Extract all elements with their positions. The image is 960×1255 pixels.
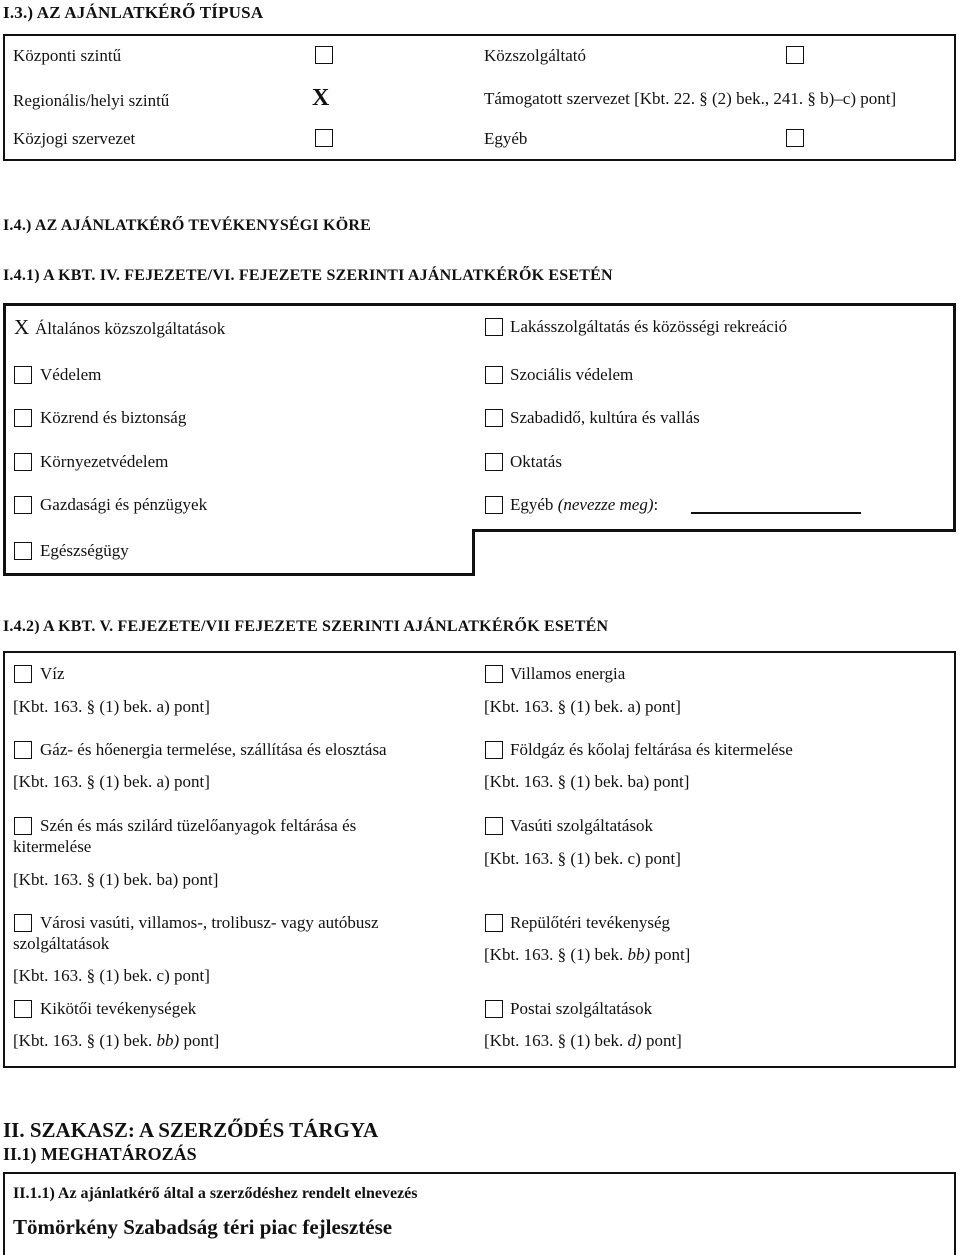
utility-ref-railway: [Kbt. 163. § (1) bek. c) pont]	[484, 849, 681, 868]
utility-label-airport: Repülőtéri tevékenység	[510, 913, 671, 932]
checkbox-oil-gas-exploration[interactable]	[485, 741, 503, 759]
checkbox-other-activity[interactable]	[485, 496, 503, 514]
utility-label-port: Kikötői tevékenységek	[40, 999, 197, 1018]
utility-label-oil-gas: Földgáz és kőolaj feltárása és kitermelése	[510, 740, 793, 759]
checkbox-housing[interactable]	[485, 318, 503, 336]
checkbox-other[interactable]	[786, 129, 804, 147]
option-label-public-law: Közjogi szervezet	[13, 129, 136, 148]
checkbox-health[interactable]	[14, 542, 32, 560]
activity-label-economic: Gazdasági és pénzügyek	[40, 495, 208, 514]
section-title-i42: I.4.2) A KBT. V. FEJEZETE/VII FEJEZETE SZERINTI AJÁNLATKÉRŐK ESETÉN	[3, 618, 609, 635]
utility-ref-water: [Kbt. 163. § (1) bek. a) pont]	[13, 697, 210, 716]
section-title-ii1: II.1) MEGHATÁROZÁS	[3, 1144, 197, 1164]
utility-label-urban-transport-cont: szolgáltatások	[13, 934, 110, 953]
checkbox-coal-fuels[interactable]	[14, 817, 32, 835]
utility-ref-airport	[484, 945, 690, 965]
utility-label-urban-transport: Városi vasúti, villamos-, trolibusz- vagy autóbusz	[40, 913, 379, 932]
section-title-i4: I.4.) AZ AJÁNLATKÉRŐ TEVÉKENYSÉGI KÖRE	[3, 217, 371, 234]
option-label-central: Központi szintű	[13, 46, 122, 65]
activity-box-left	[3, 303, 6, 576]
utility-label-gas-heat: Gáz- és hőenergia termelése, szállítása és elosztása	[40, 740, 387, 759]
other-activity-fill-line[interactable]	[691, 512, 861, 514]
checkbox-education[interactable]	[485, 453, 503, 471]
ref-port-pre: [Kbt. 163. § (1) bek.	[13, 1031, 157, 1050]
checkbox-airport[interactable]	[485, 914, 503, 932]
activity-label-environment: Környezetvédelem	[40, 452, 169, 471]
activity-label-recreation: Szabadidő, kultúra és vallás	[510, 408, 700, 427]
ref-port-italic: bb)	[156, 1031, 180, 1050]
activity-label-social: Szociális védelem	[510, 365, 634, 384]
checkbox-urban-transport[interactable]	[14, 914, 32, 932]
ref-postal-pre: [Kbt. 163. § (1) bek.	[484, 1031, 628, 1050]
option-label-regional: Regionális/helyi szintű	[13, 91, 170, 110]
utility-label-coal-fuels-cont: kitermelése	[13, 837, 92, 856]
checkbox-gas-heat[interactable]	[14, 741, 32, 759]
checkbox-postal[interactable]	[485, 1000, 503, 1018]
ref-airport-italic: bb)	[627, 945, 651, 964]
checkbox-environment[interactable]	[14, 453, 32, 471]
utility-ref-postal	[484, 1031, 682, 1051]
utility-ref-urban-transport: [Kbt. 163. § (1) bek. c) pont]	[13, 966, 210, 985]
option-label-other: Egyéb	[484, 129, 528, 148]
activity-box-top	[3, 303, 956, 306]
utility-ref-gas-heat: [Kbt. 163. § (1) bek. a) pont]	[13, 772, 210, 791]
activity-box-inner	[472, 529, 475, 576]
other-label-text: Egyéb	[510, 495, 554, 514]
activity-box-bottom-left	[3, 573, 475, 576]
activity-label-education: Oktatás	[510, 452, 562, 471]
option-label-public-service: Közszolgáltató	[484, 46, 586, 65]
contract-title-label: II.1.1) Az ajánlatkérő által a szerződéshez rendelt elnevezés	[13, 1185, 418, 1202]
utility-ref-electricity: [Kbt. 163. § (1) bek. a) pont]	[484, 697, 681, 716]
utility-label-postal: Postai szolgáltatások	[510, 999, 653, 1018]
checkbox-water[interactable]	[14, 665, 32, 683]
checkbox-electricity[interactable]	[485, 665, 503, 683]
checkbox-public-order[interactable]	[14, 409, 32, 427]
section-title-i3: I.3.) AZ AJÁNLATKÉRŐ TÍPUSA	[3, 3, 264, 22]
ref-airport-pre: [Kbt. 163. § (1) bek.	[484, 945, 628, 964]
activity-box-bottom-right	[474, 529, 956, 532]
utility-label-coal-fuels: Szén és más szilárd tüzelőanyagok feltárása és	[40, 816, 357, 835]
checkbox-central[interactable]	[315, 46, 333, 64]
ref-postal-italic: d)	[627, 1031, 642, 1050]
checkbox-general-public-services-x[interactable]: X	[14, 315, 30, 339]
checkbox-port[interactable]	[14, 1000, 32, 1018]
checkbox-public-service[interactable]	[786, 46, 804, 64]
utility-ref-port	[13, 1031, 219, 1051]
activity-label-general: Általános közszolgáltatások	[35, 319, 226, 338]
other-label-note: (nevezze meg)	[557, 495, 654, 514]
checkbox-railway[interactable]	[485, 817, 503, 835]
section-title-i41: I.4.1) A KBT. IV. FEJEZETE/VI. FEJEZETE SZERINTI AJÁNLATKÉRŐK ESETÉN	[3, 267, 613, 284]
activity-label-housing: Lakásszolgáltatás és közösségi rekreáció	[510, 317, 788, 336]
activity-box-right	[953, 303, 956, 532]
other-label-colon: :	[653, 495, 659, 514]
option-label-supported-org: Támogatott szervezet [Kbt. 22. § (2) bek., 241. § b)–c) pont]	[484, 89, 897, 108]
utility-label-electricity: Villamos energia	[510, 664, 626, 683]
contract-title-value[interactable]: Tömörkény Szabadság téri piac fejlesztése	[13, 1215, 393, 1239]
checkbox-social-protection[interactable]	[485, 366, 503, 384]
activity-label-public-order: Közrend és biztonság	[40, 408, 187, 427]
ref-airport-post: pont]	[650, 945, 691, 964]
checkbox-economic-financial[interactable]	[14, 496, 32, 514]
activity-label-defense: Védelem	[40, 365, 102, 384]
ref-postal-post: pont]	[641, 1031, 682, 1050]
checkbox-public-law[interactable]	[315, 129, 333, 147]
activity-label-health: Egészségügy	[40, 541, 129, 560]
checkbox-defense[interactable]	[14, 366, 32, 384]
checkbox-regional-checked-x[interactable]: X	[312, 85, 330, 111]
utility-ref-oil-gas: [Kbt. 163. § (1) bek. ba) pont]	[484, 772, 690, 791]
ref-port-post: pont]	[179, 1031, 220, 1050]
checkbox-recreation-culture[interactable]	[485, 409, 503, 427]
activity-label-other	[510, 495, 658, 515]
utility-label-railway: Vasúti szolgáltatások	[510, 816, 654, 835]
section-title-ii: II. SZAKASZ: A SZERZŐDÉS TÁRGYA	[3, 1118, 379, 1142]
utility-ref-coal-fuels: [Kbt. 163. § (1) bek. ba) pont]	[13, 870, 219, 889]
utility-label-water: Víz	[40, 664, 65, 683]
